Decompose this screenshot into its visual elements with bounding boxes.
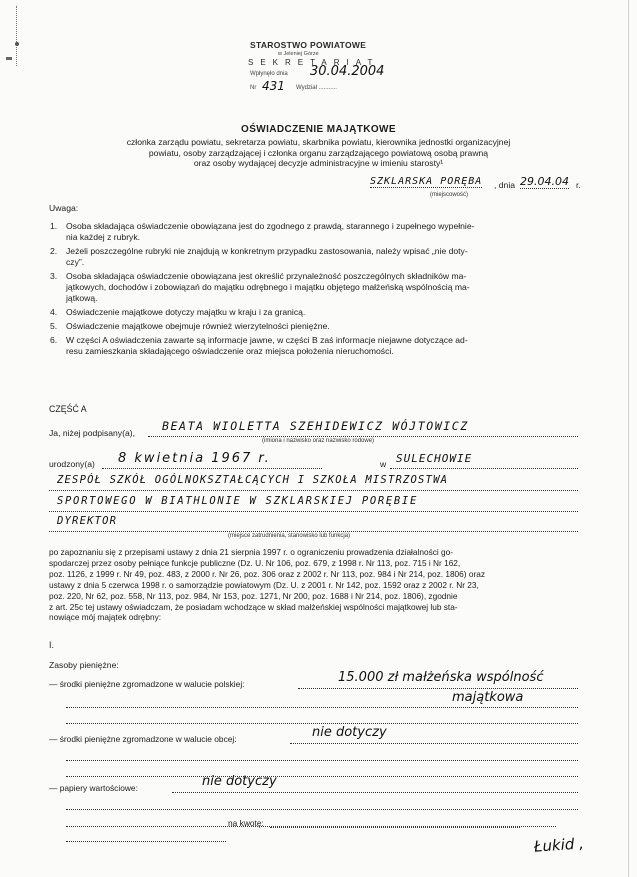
legal-line: poz. 220, Nr 62, poz. 558, Nr 113, poz. 984, Nr 153, poz. 1271, Nr 200, poz. 1688 i Nr 214, poz. 1806), zgodnie (49, 590, 458, 601)
born-date-value: 8 kwietnia 1967 r. (118, 451, 271, 466)
securities-rule-2 (66, 809, 578, 810)
binder-marks (4, 2, 24, 72)
name-field-line (148, 436, 578, 437)
note-number: 5. (50, 321, 58, 331)
pln-funds-rule-1 (298, 688, 578, 689)
employment-line-1-rule (49, 490, 578, 491)
employment-caption: (miejsce zatrudnienia, stanowisko lub funkcja) (228, 533, 351, 539)
note-text-line: czy”. (66, 257, 85, 267)
pln-funds-label: — środki pieniężne zgromadzone w walucie polskiej: (49, 679, 245, 689)
note-text-line: Jeżeli poszczególne rubryki nie znajdują w konkretnym przypadku zastosowania, należy wpisać „nie doty- (66, 246, 468, 256)
born-in-label: w (380, 459, 387, 469)
zasoby-label: Zasoby pieniężne: (49, 660, 119, 670)
born-place-value: SULECHOWIE (396, 452, 473, 465)
kwote-rule-left (66, 841, 226, 842)
section-i-heading: I. (49, 640, 54, 650)
foreign-funds-rule-1 (290, 743, 578, 744)
place-dnia-label: , dnia (494, 180, 516, 190)
note-text-line: Oświadczenie majątkowe obejmuje również wierzytelności pieniężne. (66, 321, 330, 331)
legal-line: poz. 1126, z 1999 r. Nr 49, poz. 483, z 2000 r. Nr 26, poz. 306 oraz z 2002 r. Nr 113, poz. 984 i Nr 214, poz. 1806) oraz (49, 568, 485, 579)
note-number: 6. (50, 335, 58, 345)
notes-heading: Uwaga: (49, 203, 79, 213)
legal-line: spodarczej przez osoby pełniące funkcje publiczne (Dz. U. Nr 106, poz. 679, z 1998 r. Nr 113, poz. 715 i Nr 162, (49, 557, 461, 568)
document-title: OŚWIADCZENIE MAJĄTKOWE (241, 124, 396, 135)
stamp-no-value: 431 (262, 79, 285, 93)
note-text-line: nia każdej z rubryk. (66, 232, 141, 242)
note-1 (50, 221, 590, 243)
legal-line: nowiące mój majątek odrębny: (49, 612, 162, 623)
employment-line-3: DYREKTOR (57, 515, 118, 527)
place-r-label: r. (576, 180, 581, 190)
securities-value: nie dotyczy (202, 774, 277, 789)
notes-list (50, 221, 590, 360)
legal-line: z art. 25c tej ustawy oświadczam, że posiadam wchodzące w skład małżeńskiej wspólności majątkowej lub sta- (49, 601, 458, 612)
born-date-line (102, 468, 322, 469)
note-number: 4. (50, 307, 58, 317)
subtitle-line-3: oraz osoby wydającej decyzje administracyjne w imieniu starosty¹ (193, 158, 444, 168)
handwritten-initials: Łukid , (533, 834, 585, 856)
stamp-line-1: STAROSTWO POWIATOWE (250, 40, 367, 50)
stamp-no-label: Nr (250, 85, 257, 91)
note-text-line: Osoba składająca oświadczenie obowiązana jest określić przynależność poszczególnych składników ma- (66, 271, 467, 281)
securities-label: — papiery wartościowe: (49, 783, 138, 793)
employment-line-1: ZESPÓŁ SZKÓŁ OGÓLNOKSZTAŁCĄCYCH I SZKOŁA MISTRZOSTWA (57, 474, 449, 486)
note-6 (50, 335, 590, 357)
pln-funds-rule-2 (66, 707, 578, 708)
stamp-line-3: SEKRETARIAT (248, 58, 380, 67)
foreign-funds-rule-3 (66, 776, 578, 777)
note-text-line: jątkowych, dochodów i zobowiązań do majątku odrębnego i majątku objętego małżeńską wspólnością ma- (66, 282, 470, 292)
employment-line-2: SPORTOWEGO W BIATHLONIE W SZKLARSKIEJ PORĘBIE (57, 495, 418, 507)
kwote-rule-right (270, 827, 520, 828)
stamp-dept-label: Wydział ........... (296, 85, 337, 91)
foreign-funds-rule-2 (66, 760, 578, 761)
name-caption: (imiona i nazwisko oraz nazwisko rodowe) (262, 438, 375, 444)
legal-line: po zapoznaniu się z przepisami ustawy z dnia 21 sierpnia 1997 r. o ograniczeniu prowadzenia działalności go- (49, 547, 454, 557)
employment-line-2-rule (49, 511, 578, 512)
note-3 (50, 271, 590, 304)
born-place-line (390, 468, 578, 469)
registry-stamp (248, 40, 388, 95)
document-subtitle (40, 137, 597, 169)
securities-rule-1 (172, 792, 578, 793)
subtitle-line-2: powiatu, osoby zarządzającej i członka organu zarządzającego powiatową osobą prawną (148, 147, 489, 158)
pln-funds-rule-3 (66, 723, 578, 724)
note-number: 3. (50, 271, 58, 281)
note-number: 1. (50, 221, 58, 231)
note-5 (50, 321, 590, 332)
kwote-label: na kwotę: (228, 818, 264, 828)
stamp-received-date: 30.04.2004 (310, 64, 385, 79)
note-2 (50, 246, 590, 268)
note-text-line: Osoba składająca oświadczenie obowiązana jest do zgodnego z prawdą, starannego i zupełnego wypełnie- (66, 221, 475, 231)
place-caption: (miejscowość) (430, 192, 469, 198)
born-label: urodzony(a) (49, 459, 95, 469)
stamp-line-2: w Jeleniej Górze (278, 51, 319, 57)
note-text-line: resu zamieszkania składającego oświadczenie oraz miejsca położenia nieruchomości. (66, 346, 394, 356)
note-text-line: Oświadczenie majątkowe dotyczy majątku w kraju i za granicą. (66, 307, 306, 317)
employment-line-3-rule (49, 531, 578, 532)
pln-funds-value-cont: majątkowa (452, 690, 524, 705)
place-date-row (370, 176, 620, 202)
place-value: SZKLARSKA PORĘBA (370, 176, 483, 187)
note-number: 2. (50, 246, 58, 256)
note-4 (50, 307, 590, 318)
section-a-heading: CZĘŚĆ A (49, 404, 87, 414)
note-text-line: W części A oświadczenia zawarte są informacje jawne, w części B zaś informacje niejawne dotyczące ad- (66, 335, 468, 345)
foreign-funds-label: — środki pieniężne zgromadzone w walucie obcej: (49, 734, 237, 744)
legal-line: ustawy z dnia 5 czerwca 1998 r. o samorządzie powiatowym (Dz. U. z 2001 r. Nr 142, poz. 1592 oraz z 2002 r. Nr 23, (49, 579, 479, 590)
legal-text (49, 547, 589, 623)
place-date-value: 29.04.04 (520, 175, 569, 188)
stamp-received-label: Wpłynęło dnia (250, 71, 288, 77)
note-text-line: jątkową. (66, 293, 98, 303)
subtitle-line-1: członka zarządu powiatu, sekretarza powiatu, skarbnika powiatu, kierownika jednostki organizacyjnej (126, 137, 511, 147)
foreign-funds-value: nie dotyczy (312, 725, 387, 740)
pln-funds-value: 15.000 zł małżeńska wspólność (338, 670, 544, 685)
name-value: BEATA WIOLETTA SZEHIDEWICZ WÓJTOWICZ (162, 419, 469, 433)
signed-label: Ja, niżej podpisany(a), (49, 428, 135, 438)
